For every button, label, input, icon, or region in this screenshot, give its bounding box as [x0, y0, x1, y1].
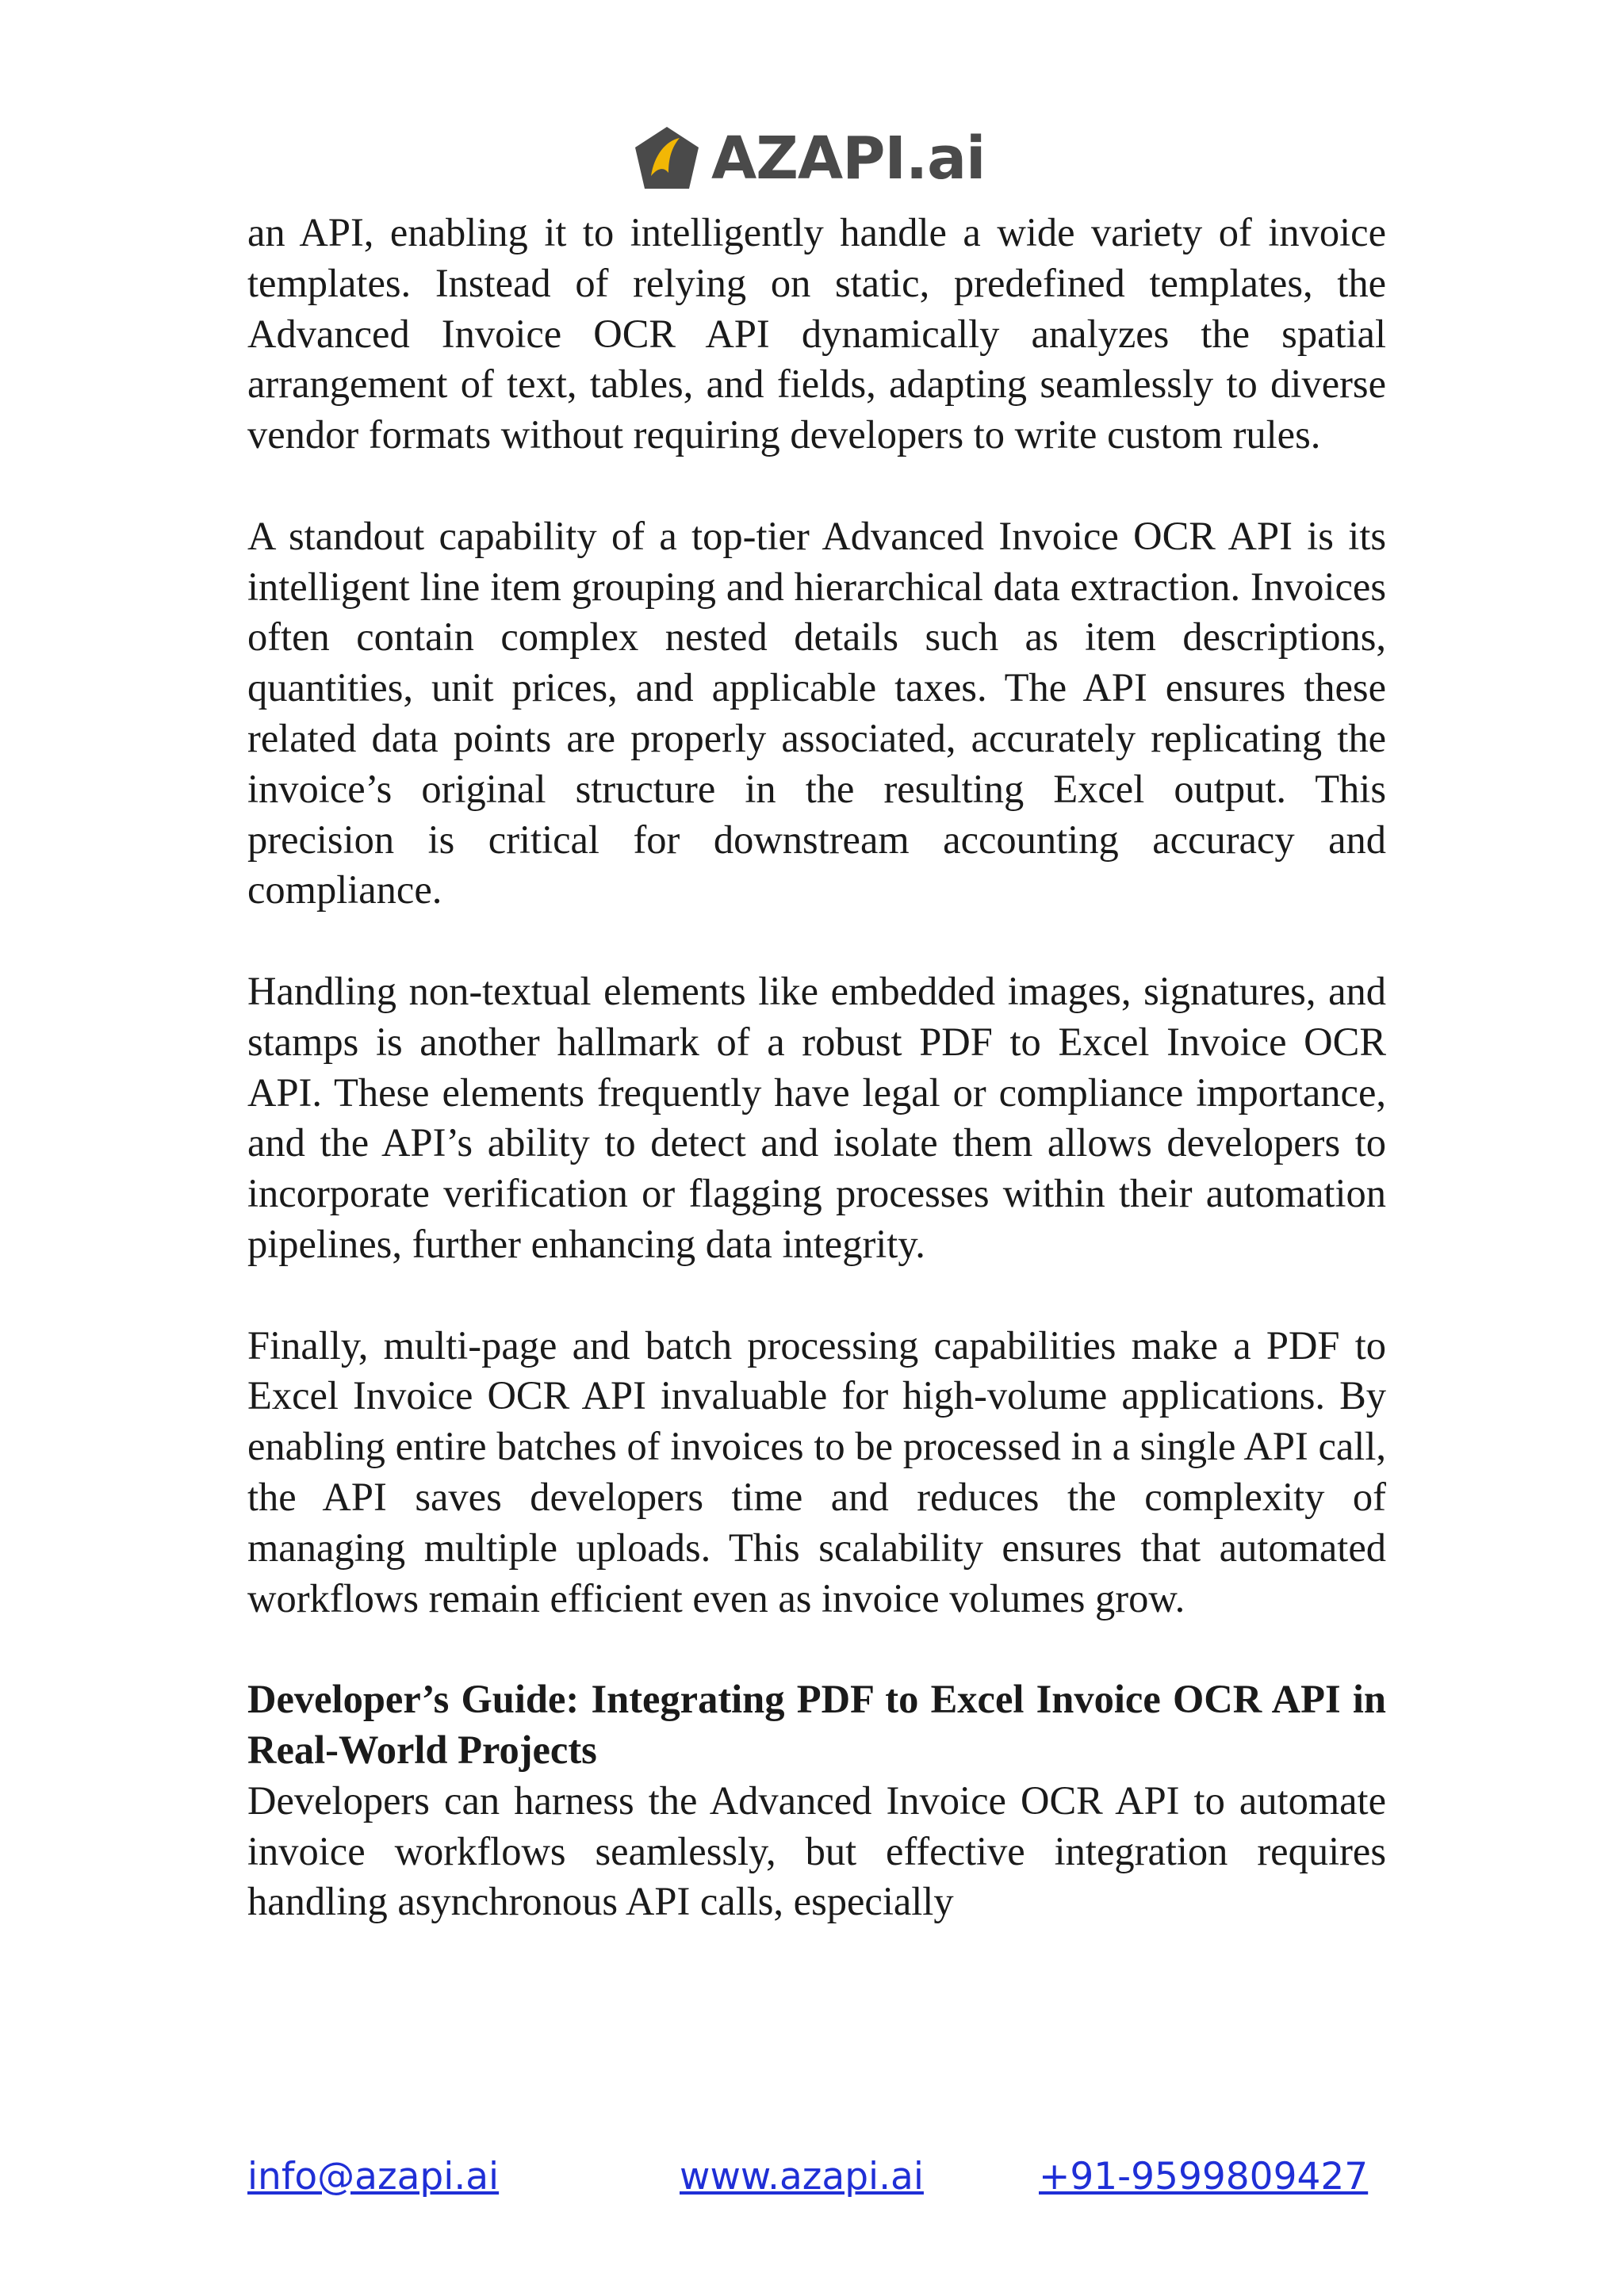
azapi-logo-icon — [630, 124, 703, 193]
section-heading: Developer’s Guide: Integrating PDF to Excel Invoice OCR API in Real-World Projects — [247, 1677, 1386, 1772]
paragraph-3: Handling non-textual elements like embedded images, signatures, and stamps is another hallmark of a robust PDF to Excel Invoice OCR API. These elements frequently have legal or compliance importance, and the API’s ability to detect and isolate them allows developers to incorporate verification or flagging processes within their automation pipelines, further enhancing data integrity. — [247, 968, 1386, 1266]
footer-email-link[interactable]: info@azapi.ai — [247, 2155, 500, 2198]
footer-phone-link[interactable]: +91-9599809427 — [1039, 2155, 1369, 2198]
azapi-logo — [630, 119, 985, 198]
paragraph-2: A standout capability of a top-tier Advanced Invoice OCR API is its intelligent line item grouping and hierarchical data extraction. Invoices often contain complex nested details such as item descriptions, quantities, unit prices, and applicable taxes. The API ensures these related data points are properly associated, accurately replicating the invoice’s original structure in the resulting Excel output. This precision is critical for downstream accounting accuracy and compliance. — [247, 513, 1386, 913]
document-body — [247, 208, 1386, 1927]
paragraph-1: an API, enabling it to intelligently handle a wide variety of invoice templates. Instead of relying on static, predefined templates, the Advanced Invoice OCR API dynamically analyzes the spatial arrangement of text, tables, and fields, adapting seamlessly to diverse vendor formats without requiring developers to write custom rules. — [247, 210, 1386, 457]
logo-wordmark: AZAPI.ai — [711, 124, 986, 193]
section-body: Developers can harness the Advanced Invoice OCR API to automate invoice workflows seamlessly, but effective integration requires handling asynchronous API calls, especially — [247, 1777, 1386, 1924]
footer-website-link[interactable]: www.azapi.ai — [680, 2155, 924, 2198]
paragraph-4: Finally, multi-page and batch processing capabilities make a PDF to Excel Invoice OCR API invaluable for high-volume applications. By enabling entire batches of invoices to be processed in a single API call, the API saves developers time and reduces the complexity of managing multiple uploads. This scalability ensures that automated workflows remain efficient even as invoice volumes grow. — [247, 1322, 1386, 1621]
footer — [0, 2155, 1624, 2210]
